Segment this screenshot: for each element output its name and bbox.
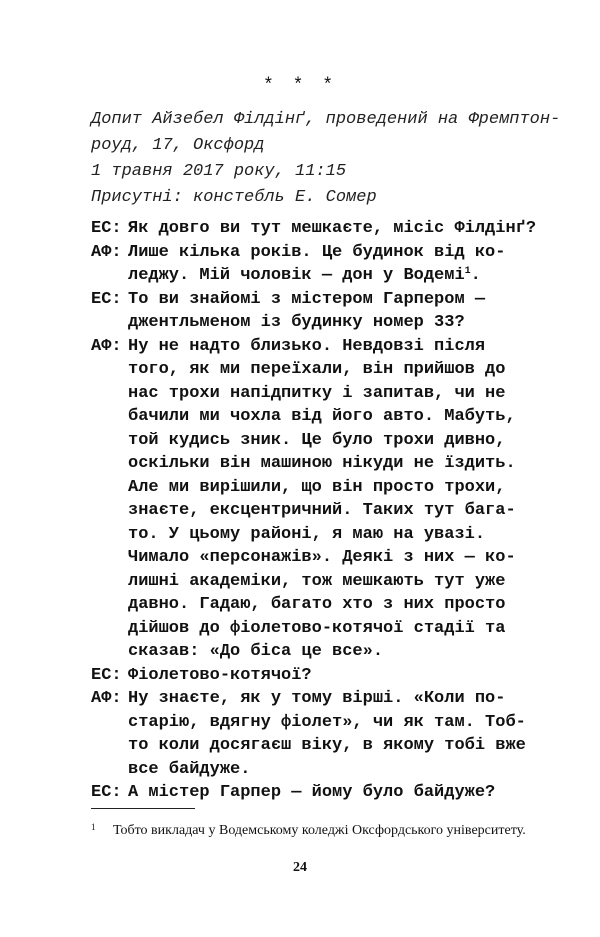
dialogue-line: бачили ми чохла від його авто. Мабуть, bbox=[128, 407, 516, 426]
speaker-label: ЕС: bbox=[91, 665, 122, 685]
section-separator: * * * bbox=[262, 76, 337, 96]
dialogue-entry bbox=[91, 241, 541, 288]
dialogue-line: Фіолетово-котячої? bbox=[128, 665, 312, 685]
speaker-label: АФ: bbox=[91, 336, 122, 356]
dialogue-entry bbox=[91, 687, 541, 781]
dialogue-line: оскільки він машиною нікуди не їздить. bbox=[128, 454, 516, 473]
dialogue bbox=[91, 217, 541, 805]
dialogue-line: нас трохи напідпитку і запитав, чи не bbox=[128, 383, 506, 403]
dialogue-line-with-note bbox=[128, 264, 541, 288]
dialogue-line: дійшов до фіолетово-котячої стадії та bbox=[128, 618, 506, 638]
dialogue-line: сказав: «До біса це все». bbox=[128, 642, 384, 661]
dialogue-line: джентльменом із будинку номер 33? bbox=[128, 313, 465, 332]
dialogue-line: то коли досягаєш віку, в якому тобі вже bbox=[128, 736, 526, 755]
dialogue-entry bbox=[91, 217, 541, 241]
dialogue-line: А містер Гарпер — йому було байдуже? bbox=[128, 783, 496, 802]
dialogue-entry bbox=[91, 781, 541, 805]
dialogue-line: То ви знайомі з містером Гарпером — bbox=[128, 289, 486, 309]
dialogue-line: Чимало «персонажів». Деякі з них — ко- bbox=[128, 548, 516, 567]
dialogue-entry bbox=[91, 335, 541, 664]
dialogue-entry bbox=[91, 288, 541, 335]
speaker-label: ЕС: bbox=[91, 219, 122, 238]
header-line: Присутні: констебль Е. Сомер bbox=[91, 188, 377, 207]
speaker-label: АФ: bbox=[91, 242, 122, 262]
dialogue-line-text: леджу. Мій чоловік — дон у Водемі bbox=[128, 266, 465, 285]
footnote-text: Тобто викладач у Водемському коледжі Оксфордського університету. bbox=[113, 823, 526, 838]
page-number: 24 bbox=[293, 860, 307, 875]
line-period: . bbox=[470, 266, 481, 285]
dialogue-line: Ну не надто близько. Невдовзі після bbox=[128, 336, 486, 356]
dialogue-line: той кудись зник. Це було трохи дивно, bbox=[128, 430, 506, 450]
speaker-label: ЕС: bbox=[91, 289, 122, 309]
dialogue-line: давно. Гадаю, багато хто з них просто bbox=[128, 595, 506, 614]
dialogue-line: Лише кілька років. Це будинок від ко- bbox=[128, 242, 506, 262]
footnote bbox=[91, 822, 526, 839]
dialogue-line: старію, вдягну фіолет», чи як там. Тоб- bbox=[128, 712, 526, 732]
dialogue-line: все байдуже. bbox=[128, 759, 251, 779]
dialogue-line: Як довго ви тут мешкаєте, місіс Філдінґ? bbox=[128, 219, 537, 238]
header-line: 1 травня 2017 року, 11:15 bbox=[91, 162, 347, 181]
footnote-divider bbox=[91, 808, 195, 809]
dialogue-line: того, як ми переїхали, він прийшов до bbox=[128, 360, 506, 379]
speaker-label: АФ: bbox=[91, 689, 122, 708]
dialogue-line: лишні академіки, тож мешкають тут уже bbox=[128, 571, 506, 591]
header-line: роуд, 17, Оксфорд bbox=[91, 136, 265, 155]
footnote-ref: 1 bbox=[464, 266, 471, 277]
interview-header bbox=[91, 107, 561, 211]
dialogue-entry bbox=[91, 664, 541, 688]
dialogue-line: знаєте, ексцентричний. Таких тут бага- bbox=[128, 501, 516, 520]
header-line: Допит Айзебел Філдінґ, проведений на Фремптон- bbox=[91, 110, 561, 129]
dialogue-line: Ну знаєте, як у тому вірші. «Коли по- bbox=[128, 689, 506, 708]
dialogue-line: то. У цьому районі, я маю на увазі. bbox=[128, 524, 486, 544]
speaker-label: ЕС: bbox=[91, 783, 122, 802]
footnote-mark: 1 bbox=[91, 822, 96, 832]
dialogue-line: Але ми вирішили, що він просто трохи, bbox=[128, 477, 506, 497]
